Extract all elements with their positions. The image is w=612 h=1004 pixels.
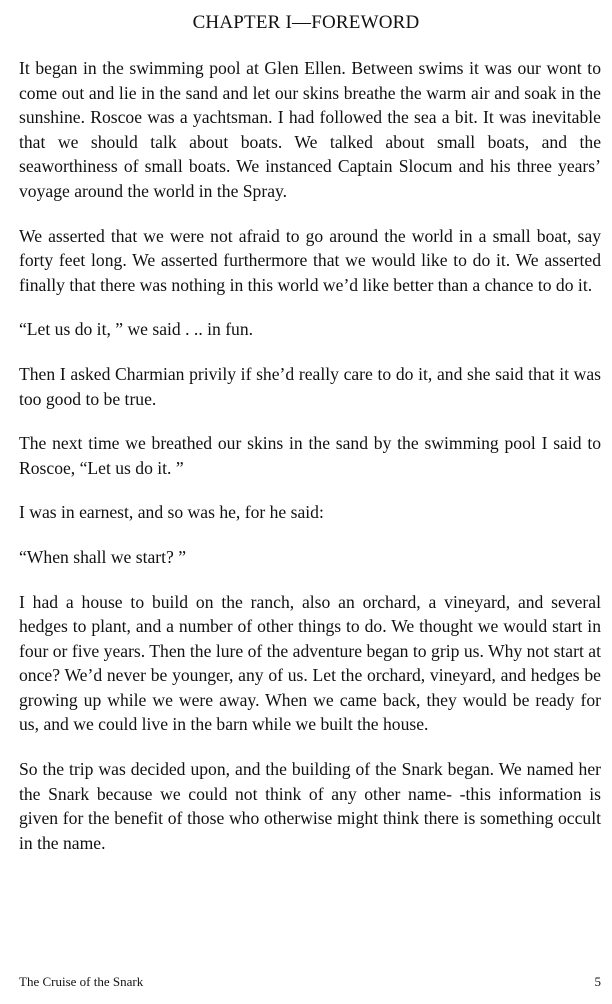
paragraph: The next time we breathed our skins in the sand by the swimming pool I said to Roscoe, “Let us do it. ” xyxy=(19,433,601,478)
paragraph: We asserted that we were not afraid to go around the world in a small boat, say forty feet long. We asserted furthermore that we would like to do it. We asserted finally that there was nothing in this world we’d like better than a chance to do it. xyxy=(19,225,601,295)
paragraph: I was in earnest, and so was he, for he said: xyxy=(19,502,324,523)
paragraph: “When shall we start? ” xyxy=(19,546,187,567)
page-number: 5 xyxy=(594,974,601,989)
paragraph: So the trip was decided upon, and the building of the Snark began. We named her the Snark because we could not think of any other name- -this information is given for the benefit of those who otherwise might think there is something occult in the name. xyxy=(19,759,601,853)
footer-book-title: The Cruise of the Snark xyxy=(19,974,144,989)
paragraph: It began in the swimming pool at Glen Ellen. Between swims it was our wont to come out and lie in the sand and let our skins breathe the warm air and soak in the sunshine. Roscoe was a yachtsman. I had followed the sea a bit. It was inevitable that we should talk about boats. We talked about small boats, and the seaworthiness of small boats. We instanced Captain Slocum and his three years’ voyage around the world in the Spray. xyxy=(19,58,601,201)
paragraph: Then I asked Charmian privily if she’d really care to do it, and she said that it was too good to be true. xyxy=(19,363,601,409)
page-footer xyxy=(19,972,601,992)
body-text xyxy=(19,56,601,875)
paragraph: “Let us do it, ” we said . .. in fun. xyxy=(19,319,254,340)
chapter-title: CHAPTER I—FOREWORD xyxy=(192,12,420,33)
paragraph: I had a house to build on the ranch, also an orchard, a vineyard, and several hedges to plant, and a number of other things to do. We thought we would start in four or five years. Then the lure of the adventure began to grip us. Why not start at once? We’d never be younger, any of us. Let the orchard, vineyard, and hedges be growing up while we were away. When we came back, they would be ready for us, and we could live in the barn while we built the house. xyxy=(19,591,601,735)
